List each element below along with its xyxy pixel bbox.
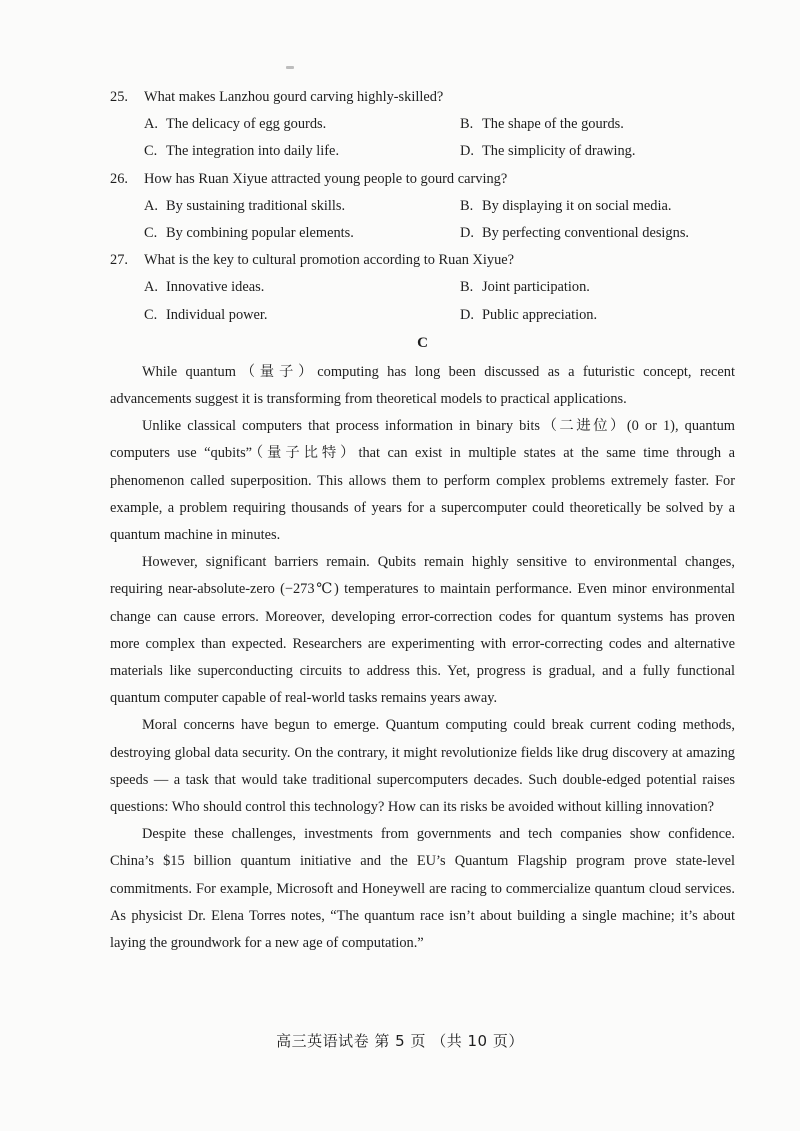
- option-letter: C.: [144, 143, 158, 160]
- option-c: [144, 302, 460, 329]
- question-number: 26.: [110, 170, 128, 187]
- option-text: By sustaining traditional skills.: [166, 197, 346, 214]
- section-title: C: [417, 334, 428, 351]
- question-text: How has Ruan Xiyue attracted young people to gourd carving?: [144, 170, 508, 187]
- option-letter: A.: [144, 116, 158, 133]
- option-b: [460, 193, 750, 220]
- option-a: [144, 111, 460, 138]
- option-text: By displaying it on social media.: [482, 197, 672, 214]
- option-text: Public appreciation.: [482, 306, 598, 323]
- option-text: The simplicity of drawing.: [482, 143, 636, 160]
- option-d: [460, 302, 750, 329]
- option-list: [110, 274, 735, 328]
- scan-speck: [286, 66, 294, 69]
- question-number: 25.: [110, 89, 128, 105]
- option-letter: A.: [144, 197, 158, 214]
- option-letter: B.: [460, 116, 474, 133]
- option-letter: B.: [460, 197, 474, 214]
- question-stem: [110, 247, 735, 274]
- passage-paragraph: Unlike classical computers that process information in binary bits（二进位）(0 or 1), quantum computers use “qubits”（量子比特）that can exist in multiple states at the same time through a phenomenon called superposition. This allows them to perform complex problems extremely faster. For example, a problem requiring thousands of years for a supercomputer could theoretically be solved by a quantum machine in minutes.: [110, 418, 735, 544]
- passage-paragraph: Moral concerns have begun to emerge. Quantum computing could break current coding methods, destroying global data security. On the contrary, it might revolutionize fields like drug discovery at amazing speeds — a task that would take traditional supercomputers decades. Such double-edged potential raises questions: Who should control this technology? How can its risks be avoided without killing innovation?: [110, 717, 735, 816]
- question-number: 27.: [110, 252, 128, 269]
- option-c: [144, 138, 460, 165]
- option-text: The delicacy of egg gourds.: [166, 116, 327, 133]
- option-text: By perfecting conventional designs.: [482, 225, 690, 242]
- passage-paragraph: While quantum（量子）computing has long been discussed as a futuristic concept, recent advancements suggest it is transforming from theoretical models to practical applications.: [110, 363, 735, 408]
- option-c: [144, 220, 460, 247]
- question-text: What makes Lanzhou gourd carving highly-skilled?: [144, 89, 444, 105]
- question-27: [110, 247, 735, 329]
- question-text: What is the key to cultural promotion according to Ruan Xiyue?: [144, 252, 515, 269]
- passage-paragraph: Despite these challenges, investments from governments and tech companies show confidence. China’s $15 billion quantum initiative and the EU’s Quantum Flagship program prove state-level commitments. For example, Microsoft and Honeywell are racing to commercialize quantum cloud services. As physicist Dr. Elena Torres notes, “The quantum race isn’t about building a single machine; it’s about laying the groundwork for a new age of computation.”: [110, 826, 735, 952]
- question-25: [110, 84, 735, 166]
- option-letter: D.: [460, 306, 474, 323]
- page-footer: 高三英语试卷 第 5 页 （共 10 页）: [276, 1032, 524, 1050]
- option-letter: D.: [460, 143, 474, 160]
- question-stem: [110, 166, 735, 193]
- option-b: [460, 111, 750, 138]
- passage-paragraph: However, significant barriers remain. Qubits remain highly sensitive to environmental changes, requiring near-absolute-zero (−273℃) temperatures to maintain performance. Even minor environmental change can cause errors. Moreover, developing error-correction codes for quantum systems has proven more complex than expected. Researchers are experimenting with error-correcting codes and alternative materials like superconducting circuits to address this. Yet, progress is gradual, and a fully functional quantum computer capable of real-world tasks remains years away.: [110, 554, 735, 707]
- option-letter: D.: [460, 225, 474, 242]
- option-list: [110, 193, 735, 247]
- option-letter: B.: [460, 279, 474, 296]
- question-stem: [110, 84, 735, 111]
- option-a: [144, 193, 460, 220]
- option-a: [144, 274, 460, 301]
- option-text: Innovative ideas.: [166, 279, 265, 296]
- option-text: By combining popular elements.: [166, 225, 354, 242]
- option-d: [460, 220, 750, 247]
- question-26: [110, 166, 735, 248]
- option-letter: C.: [144, 306, 158, 323]
- option-letter: A.: [144, 279, 158, 296]
- option-list: [110, 111, 735, 165]
- option-letter: C.: [144, 225, 158, 242]
- option-b: [460, 274, 750, 301]
- option-text: The integration into daily life.: [166, 143, 340, 160]
- option-text: Individual power.: [166, 306, 268, 323]
- option-text: The shape of the gourds.: [482, 116, 624, 133]
- option-d: [460, 138, 750, 165]
- option-text: Joint participation.: [482, 279, 590, 296]
- passage: [110, 359, 735, 957]
- page-content: [110, 84, 735, 957]
